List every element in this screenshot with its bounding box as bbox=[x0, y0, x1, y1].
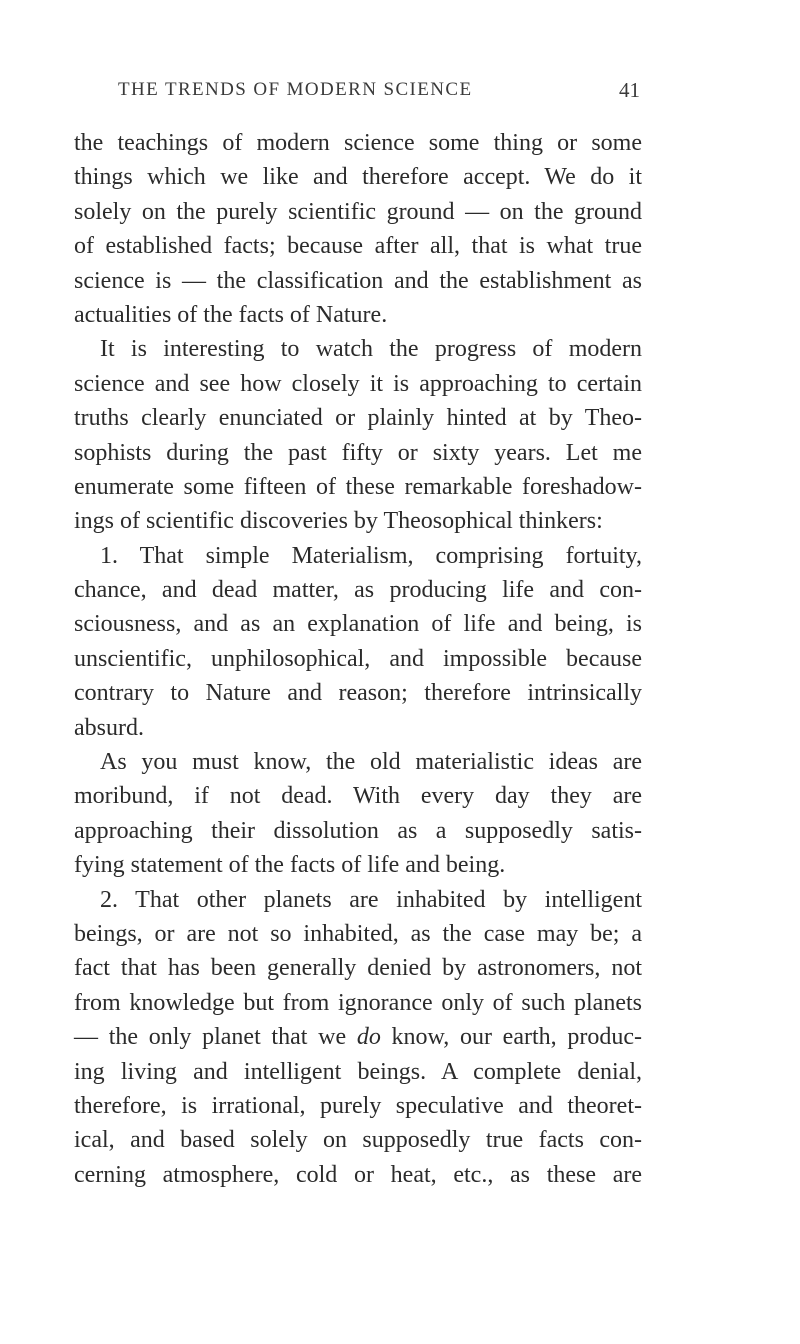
text-line: from knowledge but from ignorance only of such planets bbox=[74, 989, 642, 1016]
text-line-part: know, our earth, produc- bbox=[380, 1024, 642, 1051]
italic-word: do bbox=[356, 1024, 381, 1051]
text-line: absurd. bbox=[74, 714, 144, 741]
text-line: things which we like and therefore accept. We do it bbox=[74, 164, 642, 191]
text-line: moribund, if not dead. With every day they are bbox=[74, 783, 642, 810]
text-line: unscientific, unphilosophical, and impossible because bbox=[74, 645, 642, 672]
text-line: ical, and based solely on supposedly true facts con- bbox=[74, 1127, 642, 1154]
text-line: the teachings of modern science some thing or some bbox=[74, 130, 642, 156]
text-line: beings, or are not so inhabited, as the case may be; a bbox=[74, 920, 642, 947]
text-line: sophists during the past fifty or sixty years. Let me bbox=[74, 439, 642, 466]
text-line: As you must know, the old materialistic ideas are bbox=[100, 749, 642, 776]
text-line: science is — the classification and the establishment as bbox=[74, 267, 642, 294]
text-line: of established facts; because after all, that is what true bbox=[74, 233, 642, 260]
body-text bbox=[74, 126, 642, 1192]
text-line: ings of scientific discoveries by Theosophical thinkers: bbox=[74, 508, 603, 535]
text-line: enumerate some fifteen of these remarkable foreshadow- bbox=[74, 473, 642, 500]
text-line: 2. That other planets are inhabited by intelligent bbox=[100, 886, 642, 913]
text-line-part: — the only planet that we bbox=[74, 1024, 357, 1051]
text-line: actualities of the facts of Nature. bbox=[74, 301, 388, 328]
text-line: ing living and intelligent beings. A complete denial, bbox=[74, 1058, 642, 1085]
text-line: science and see how closely it is approaching to certain bbox=[74, 370, 642, 397]
text-line: truths clearly enunciated or plainly hinted at by Theo- bbox=[74, 405, 642, 432]
text-line: sciousness, and as an explanation of life and being, is bbox=[74, 611, 642, 638]
text-line: solely on the purely scientific ground — on the ground bbox=[74, 198, 642, 225]
text-line: 1. That simple Materialism, comprising fortuity, bbox=[100, 542, 642, 569]
text-line: fact that has been generally denied by astronomers, not bbox=[74, 955, 642, 982]
text-line: therefore, is irrational, purely speculative and theoret- bbox=[74, 1092, 642, 1119]
text-line: contrary to Nature and reason; therefore intrinsically bbox=[74, 680, 642, 707]
text-line: chance, and dead matter, as producing life and con- bbox=[74, 577, 642, 604]
text-line bbox=[74, 1020, 642, 1054]
text-line: approaching their dissolution as a supposedly satis- bbox=[74, 817, 642, 844]
page-number: 41 bbox=[619, 78, 640, 102]
text-line: It is interesting to watch the progress of modern bbox=[100, 336, 642, 363]
text-line: fying statement of the facts of life and being. bbox=[74, 852, 506, 879]
text-line: cerning atmosphere, cold or heat, etc., as these are bbox=[74, 1161, 642, 1188]
running-head bbox=[118, 76, 640, 104]
running-title: THE TRENDS OF MODERN SCIENCE bbox=[118, 79, 473, 100]
